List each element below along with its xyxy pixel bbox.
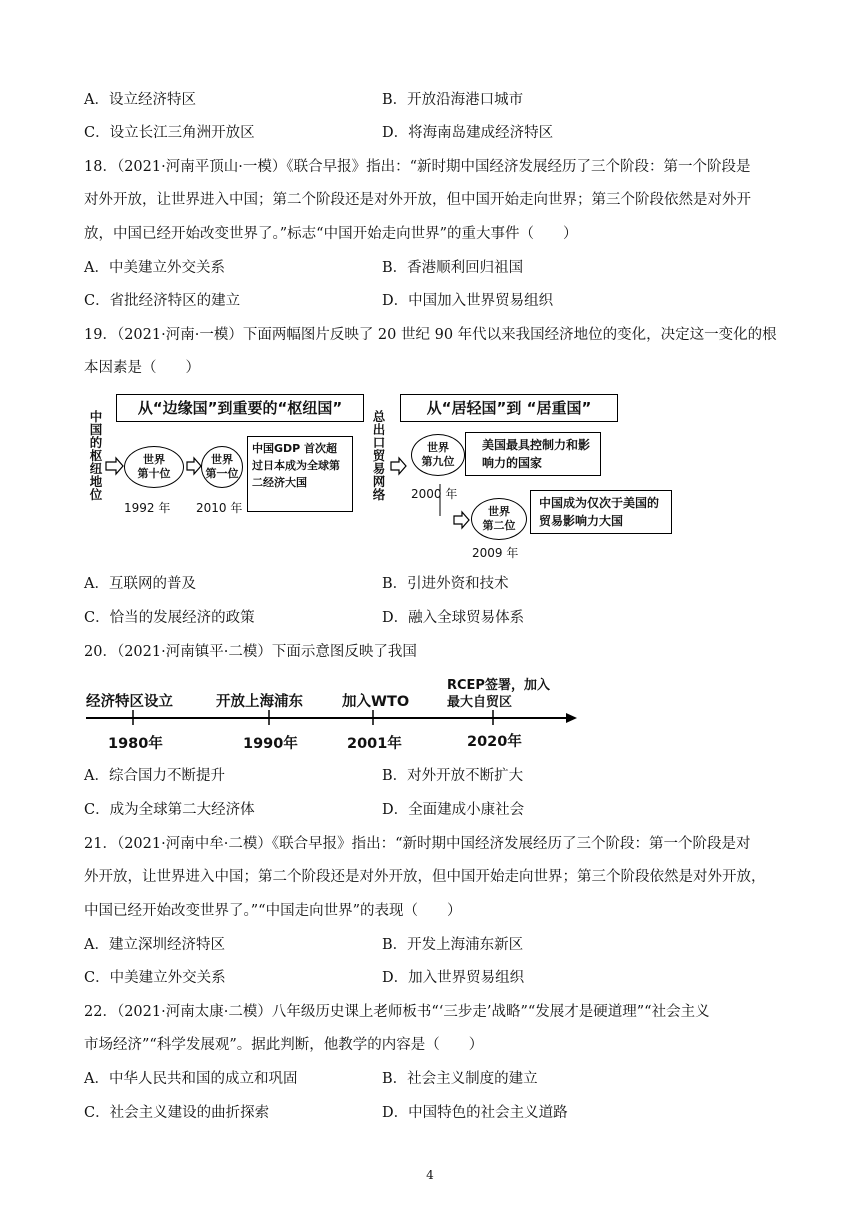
year-label-2001: 2001年 [347,736,402,752]
q22-option-a: A．中华人民共和国的成立和巩固 [84,1071,298,1087]
ellipse-2010-top: 世界 [211,453,233,466]
ellipse-1992-top: 世界 [143,453,165,466]
q18-option-b: B．香港顺利回归祖国 [382,260,524,276]
page-number: 4 [426,1168,434,1182]
q20-stem-line1: 20．（2021·河南镇平·二模）下面示意图反映了我国 [84,644,417,660]
q17-option-a: A．设立经济特区 [84,92,196,108]
left-vertical-label: 中国的枢纽地位 [89,409,103,502]
q20-option-c: C．成为全球第二大经济体 [84,802,255,818]
q17-option-b: B．开放沿海港口城市 [382,92,524,108]
q17-option-d: D．将海南岛建成经济特区 [382,125,554,141]
q19-option-a: A．互联网的普及 [84,576,196,592]
q22-option-b: B．社会主义制度的建立 [382,1071,538,1087]
mid-vertical-label: 总出口贸易网络 [372,409,386,502]
event-2001: 加入WTO [342,694,410,710]
q21-option-d: D．加入世界贸易组织 [382,970,525,986]
usa-box: 美国最具控制力和影响力的国家 [465,432,601,476]
year-label-1980: 1980年 [108,736,163,752]
left-title-box: 从“边缘国”到重要的“枢纽国” [116,394,364,422]
q21-stem-line2: 外开放，让世界进入中国；第二个阶段还是对外开放，但中国开始走向世界；第三个阶段依然是对外开放， [84,869,766,885]
q19-option-c: C．恰当的发展经济的政策 [84,610,255,626]
event-2020-line1: RCEP签署，加入 [447,678,550,693]
axis-arrow-icon [566,713,577,723]
q22-stem-line1: 22．（2021·河南太康·二模）八年级历史课上老师板书“‘三步走’战略”“发展才是硬道理”“社会主义 [84,1004,710,1020]
left-gdp-box: 中国GDP 首次超过日本成为全球第二经济大国 [247,436,353,512]
year-label-2020: 2020年 [467,734,522,750]
ellipse-1992-bottom: 第十位 [137,467,171,480]
q18-option-a: A．中美建立外交关系 [84,260,225,276]
q18-option-d: D．中国加入世界贸易组织 [382,293,554,309]
q21-option-b: B．开发上海浦东新区 [382,937,524,953]
q19-stem-line2: 本因素是（ ） [84,360,200,376]
q20-option-d: D．全面建成小康社会 [382,802,525,818]
year-label-1990: 1990年 [243,736,298,752]
q21-stem-line3: 中国已经开始改变世界了。”“中国走向世界”的表现（ ） [84,903,462,919]
ellipse-2010-bottom: 第一位 [205,467,239,480]
q18-stem-line3: 放，中国已经开始改变世界了。”标志“中国开始走向世界”的重大事件（ ） [84,226,578,242]
china-trade-box: 中国成为仅次于美国的贸易影响力大国 [530,490,672,534]
q19-option-d: D．融入全球贸易体系 [382,610,525,626]
event-1980: 经济特区设立 [86,694,173,710]
year-2000: 2000 年 [411,487,458,501]
q22-option-d: D．中国特色的社会主义道路 [382,1105,568,1121]
year-2010: 2010 年 [196,501,243,515]
q20-option-b: B．对外开放不断扩大 [382,768,524,784]
year-1992: 1992 年 [124,501,171,515]
q22-option-c: C．社会主义建设的曲折探索 [84,1105,270,1121]
right-title-box: 从“居轻国”到 “居重国” [400,394,618,422]
q21-option-a: A．建立深圳经济特区 [84,937,225,953]
ellipse-2009-bottom: 第二位 [482,519,516,532]
year-2009: 2009 年 [472,546,519,560]
q19-stem-line1: 19．（2021·河南·一模）下面两幅图片反映了 20 世纪 90 年代以来我国经济地位的变化，决定这一变化的根 [84,327,777,343]
q22-stem-line2: 市场经济”“科学发展观”。据此判断，他教学的内容是（ ） [84,1037,484,1053]
q18-stem-line1: 18．（2021·河南平顶山·一模）《联合早报》指出：“新时期中国经济发展经历了三个阶段：第一个阶段是 [84,159,751,175]
q17-option-c: C．设立长江三角洲开放区 [84,125,255,141]
event-1990: 开放上海浦东 [216,694,303,710]
q20-option-a: A．综合国力不断提升 [84,768,225,784]
q21-stem-line1: 21．（2021·河南中牟·二模）《联合早报》指出：“新时期中国经济发展经历了三个阶段：第一个阶段是对 [84,836,751,852]
q18-stem-line2: 对外开放，让世界进入中国；第二个阶段还是对外开放，但中国开始走向世界；第三个阶段依然是对外开 [84,192,751,208]
q21-option-c: C．中美建立外交关系 [84,970,226,986]
q19-option-b: B．引进外资和技术 [382,576,509,592]
q18-option-c: C．省批经济特区的建立 [84,293,241,309]
ellipse-2000-bottom: 第九位 [421,455,455,468]
event-2020-line2: 最大自贸区 [447,695,513,710]
ellipse-2009-top: 世界 [488,505,510,518]
ellipse-2000-top: 世界 [427,441,449,454]
